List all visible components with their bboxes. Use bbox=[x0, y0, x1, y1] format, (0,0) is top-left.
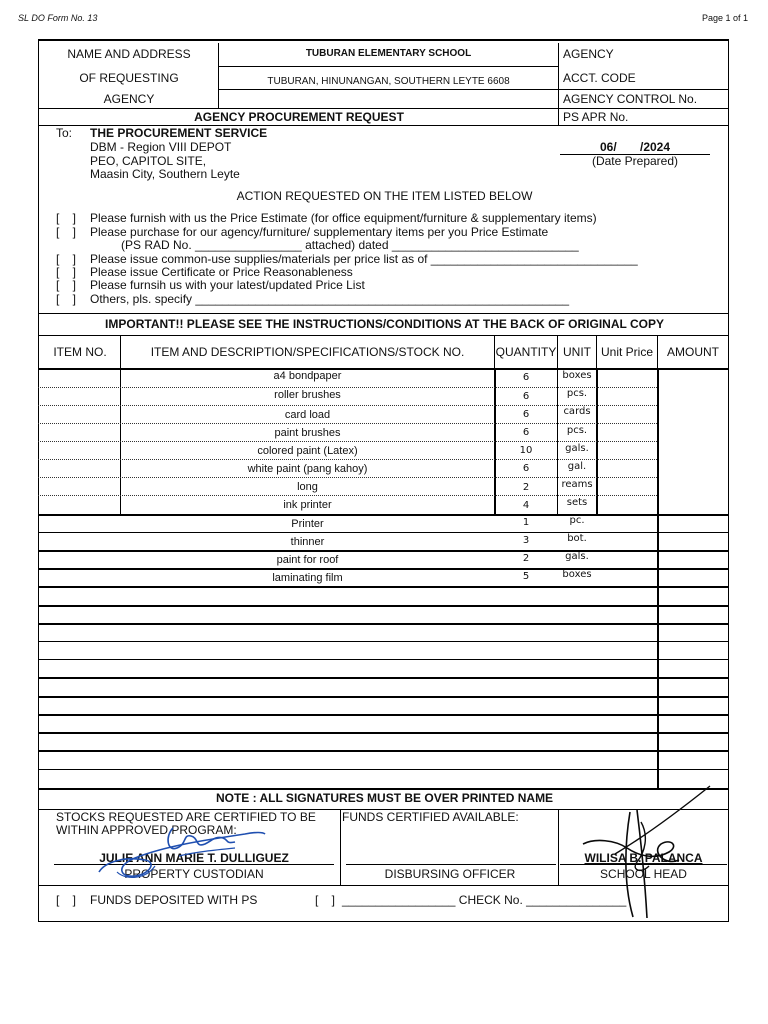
action-checkbox[interactable]: [ ] bbox=[56, 292, 77, 306]
disbursing-officer-title: DISBURSING OFFICER bbox=[384, 867, 516, 881]
item-quantity: 4 bbox=[522, 500, 530, 511]
check-number-line: _________________ CHECK No. _______________ bbox=[342, 893, 627, 907]
ps-apr-label: PS APR No. bbox=[563, 110, 629, 124]
school-head-title: SCHOOL HEAD bbox=[600, 867, 687, 881]
form-title: AGENCY PROCUREMENT REQUEST bbox=[194, 110, 404, 124]
funds-deposited-text: FUNDS DEPOSITED WITH PS bbox=[90, 893, 258, 907]
action-item-text: Others, pls. specify ________________________________________________________ bbox=[90, 292, 570, 306]
requesting-agency-label-2: OF REQUESTING bbox=[79, 71, 179, 85]
page-number: Page 1 of 1 bbox=[701, 13, 748, 23]
date-prepared-caption: (Date Prepared) bbox=[591, 154, 679, 168]
item-unit: sets bbox=[566, 497, 588, 508]
signature-note: NOTE : ALL SIGNATURES MUST BE OVER PRINTED NAME bbox=[215, 791, 554, 805]
school-address: TUBURAN, HINUNANGAN, SOUTHERN LEYTE 6608 bbox=[267, 76, 510, 87]
item-description: white paint (pang kahoy) bbox=[247, 463, 368, 475]
item-description: paint brushes bbox=[274, 427, 341, 439]
action-heading: ACTION REQUESTED ON THE ITEM LISTED BELOW bbox=[236, 189, 533, 203]
item-description: thinner bbox=[290, 536, 325, 548]
item-description: long bbox=[297, 481, 318, 493]
action-checkbox[interactable]: [ ] bbox=[56, 278, 77, 292]
important-notice: IMPORTANT!! PLEASE SEE THE INSTRUCTIONS/CONDITIONS AT THE BACK OF ORIGINAL COPY bbox=[105, 317, 664, 331]
col-header-description: ITEM AND DESCRIPTION/SPECIFICATIONS/STOCK NO. bbox=[150, 345, 465, 359]
addressee-line-3: PEO, CAPITOL SITE, bbox=[90, 154, 207, 168]
item-description: paint for roof bbox=[276, 554, 339, 566]
addressee-line-4: Maasin City, Southern Leyte bbox=[90, 167, 240, 181]
item-quantity: 3 bbox=[522, 535, 530, 546]
col-header-item-no: ITEM NO. bbox=[53, 345, 107, 359]
property-custodian-name: JULIE ANN MARIE T. DULLIGUEZ bbox=[99, 851, 289, 865]
acct-code-label: ACCT. CODE bbox=[563, 71, 636, 85]
item-quantity: 1 bbox=[522, 517, 530, 528]
action-checkbox[interactable]: [ ] bbox=[56, 252, 77, 266]
item-unit: bot. bbox=[567, 533, 587, 544]
item-unit: pc. bbox=[569, 515, 585, 526]
item-quantity: 6 bbox=[522, 391, 530, 402]
requesting-agency-label-1: NAME AND ADDRESS bbox=[67, 47, 191, 61]
item-unit: boxes bbox=[562, 569, 592, 580]
col-header-unit-price: Unit Price bbox=[600, 345, 653, 359]
item-unit: gal. bbox=[567, 461, 587, 472]
agency-label: AGENCY bbox=[563, 47, 614, 61]
addressee-line-2: DBM - Region VIII DEPOT bbox=[90, 140, 232, 154]
item-description: colored paint (Latex) bbox=[257, 445, 358, 457]
action-item-text: Please furnsih us with your latest/updated Price List bbox=[90, 278, 365, 292]
item-unit: gals. bbox=[565, 551, 589, 562]
item-description: roller brushes bbox=[274, 389, 341, 401]
form-number: SL DO Form No. 13 bbox=[18, 13, 98, 23]
school-name: TUBURAN ELEMENTARY SCHOOL bbox=[305, 48, 472, 59]
item-unit: pcs. bbox=[566, 388, 588, 399]
item-unit: cards bbox=[563, 406, 591, 417]
action-item-text: (PS RAD No. ________________ attached) dated ____________________________ bbox=[121, 238, 579, 252]
item-unit: pcs. bbox=[566, 425, 588, 436]
addressee-line-1: THE PROCUREMENT SERVICE bbox=[90, 126, 268, 140]
school-head-name: WILISA B. PALANCA bbox=[584, 851, 703, 865]
item-unit: reams bbox=[561, 479, 593, 490]
action-item-text: Please furnish with us the Price Estimate (for office equipment/furniture & supplementary items) bbox=[90, 211, 597, 225]
requesting-agency-label-3: AGENCY bbox=[103, 92, 155, 106]
action-checkbox[interactable]: [ ] bbox=[56, 225, 77, 239]
item-quantity: 5 bbox=[522, 571, 530, 582]
item-unit: boxes bbox=[562, 370, 592, 381]
to-label: To: bbox=[56, 126, 73, 140]
date-prepared-value: 06/ /2024 bbox=[599, 140, 671, 154]
col-header-unit: UNIT bbox=[563, 345, 591, 359]
stocks-certified-text-1: STOCKS REQUESTED ARE CERTIFIED TO BE bbox=[56, 810, 316, 824]
col-header-amount: AMOUNT bbox=[667, 345, 719, 359]
item-description: ink printer bbox=[283, 499, 332, 511]
action-item-text: Please issue common-use supplies/materials per price list as of _______________________________ bbox=[90, 252, 638, 266]
item-quantity: 10 bbox=[519, 445, 533, 456]
action-item-text: Please issue Certificate or Price Reasonableness bbox=[90, 265, 353, 279]
item-quantity: 2 bbox=[522, 482, 530, 493]
stocks-certified-text-2: WITHIN APPROVED PROGRAM: bbox=[56, 823, 237, 837]
item-unit: gals. bbox=[565, 443, 589, 454]
item-description: laminating film bbox=[272, 572, 343, 584]
funds-deposited-checkbox[interactable]: [ ] bbox=[56, 893, 77, 907]
item-quantity: 2 bbox=[522, 553, 530, 564]
item-quantity: 6 bbox=[522, 409, 530, 420]
action-checkbox[interactable]: [ ] bbox=[56, 265, 77, 279]
action-item-text: Please purchase for our agency/furniture/ supplementary items per you Price Estimate bbox=[90, 225, 549, 239]
custodian-signature-icon bbox=[95, 822, 270, 882]
col-header-quantity: QUANTITY bbox=[495, 345, 557, 359]
item-quantity: 6 bbox=[522, 372, 530, 383]
item-description: card load bbox=[284, 409, 331, 421]
item-quantity: 6 bbox=[522, 463, 530, 474]
agency-control-label: AGENCY CONTROL No. bbox=[563, 92, 698, 106]
item-description: a4 bondpaper bbox=[273, 370, 342, 382]
check-checkbox[interactable]: [ ] bbox=[315, 893, 336, 907]
funds-certified-text: FUNDS CERTIFIED AVAILABLE: bbox=[342, 810, 519, 824]
action-checkbox[interactable]: [ ] bbox=[56, 211, 77, 225]
item-description: Printer bbox=[291, 518, 324, 530]
property-custodian-title: PROPERTY CUSTODIAN bbox=[124, 867, 264, 881]
item-quantity: 6 bbox=[522, 427, 530, 438]
